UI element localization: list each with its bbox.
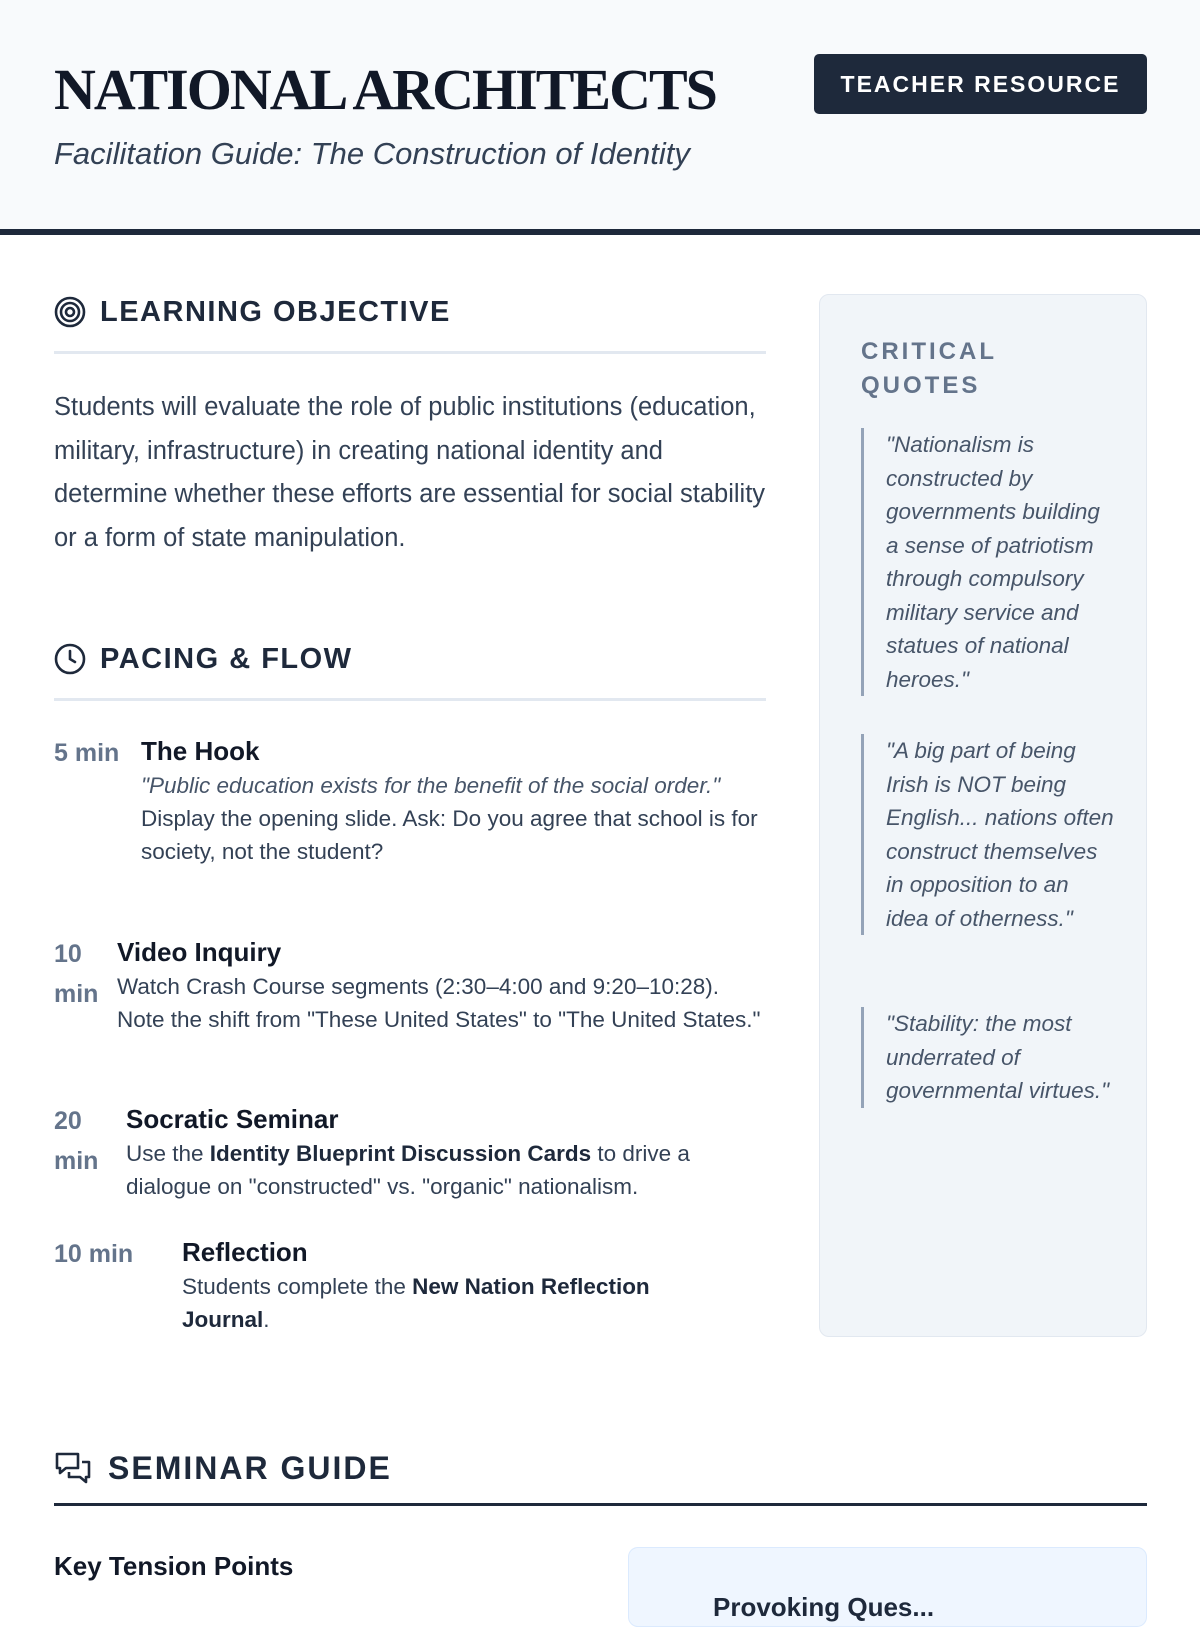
step-time: 10 min <box>54 940 99 1008</box>
step-title: Video Inquiry <box>117 937 282 967</box>
provoking-questions-title: Provoking Ques... <box>713 1592 935 1622</box>
step-title: The Hook <box>141 736 260 766</box>
critical-quote: "Stability: the most underrated of governmental virtues." <box>861 1007 1116 1108</box>
learning-objective-heading <box>54 290 766 354</box>
step-description: Watch Crash Course segments (2:30–4:00 and 9:20–10:28). Note the shift from "These United States" to "The United States." <box>117 974 761 1032</box>
clock-icon <box>54 643 86 675</box>
page-header <box>0 0 1200 235</box>
reflection-journal-resource: New Nation Reflection Journal <box>182 1274 650 1332</box>
step-body <box>182 1234 742 1336</box>
chat-icon <box>54 1450 92 1488</box>
key-tension-points-title: Key Tension Points <box>54 1551 294 1581</box>
step-time: 5 min <box>54 739 120 767</box>
step-title: Socratic Seminar <box>126 1104 339 1134</box>
discussion-cards-resource: Identity Blueprint Discussion Cards <box>209 1141 592 1166</box>
step-description: Use the Identity Blueprint Discussion Cards to drive a dialogue on "constructed" vs. "organic" nationalism. <box>126 1141 690 1199</box>
step-time: 10 min <box>54 1240 134 1268</box>
step-body <box>117 934 766 1036</box>
learning-objective-text: Students will evaluate the role of public institutions (education, military, infrastructure) in creating national identity and determine whether these efforts are essential for social stability or a form of state manipulation. <box>54 393 766 552</box>
step-time: 20 min <box>54 1107 99 1175</box>
step-quote: "Public education exists for the benefit of the social order." <box>141 773 721 798</box>
step-body <box>141 733 766 868</box>
step-description: Display the opening slide. Ask: Do you agree that school is for society, not the student? <box>141 806 758 864</box>
target-icon <box>54 296 86 328</box>
brand-title: NATIONAL ARCHITECTS <box>54 57 716 122</box>
critical-quotes-panel <box>819 294 1147 1337</box>
page-subtitle: Facilitation Guide: The Construction of Identity <box>54 136 690 171</box>
critical-quotes-title: CRITICAL QUOTES <box>861 338 997 399</box>
seminar-guide-heading <box>54 1440 1147 1506</box>
pacing-title: PACING & FLOW <box>100 643 353 675</box>
teacher-resource-badge: TEACHER RESOURCE <box>814 54 1147 114</box>
step-description: Students complete the New Nation Reflection Journal. <box>182 1274 650 1332</box>
provoking-questions-panel <box>628 1547 1147 1627</box>
pacing-heading <box>54 637 766 701</box>
critical-quote: "Nationalism is constructed by governments building a sense of patriotism through compulsory military service and statues of national heroes." <box>861 428 1116 696</box>
step-title: Reflection <box>182 1237 308 1267</box>
critical-quote: "A big part of being Irish is NOT being English... nations often construct themselves in opposition to an idea of otherness." <box>861 734 1116 935</box>
learning-objective-title: LEARNING OBJECTIVE <box>100 296 451 328</box>
seminar-guide-title: SEMINAR GUIDE <box>108 1450 392 1486</box>
step-body <box>126 1101 766 1203</box>
